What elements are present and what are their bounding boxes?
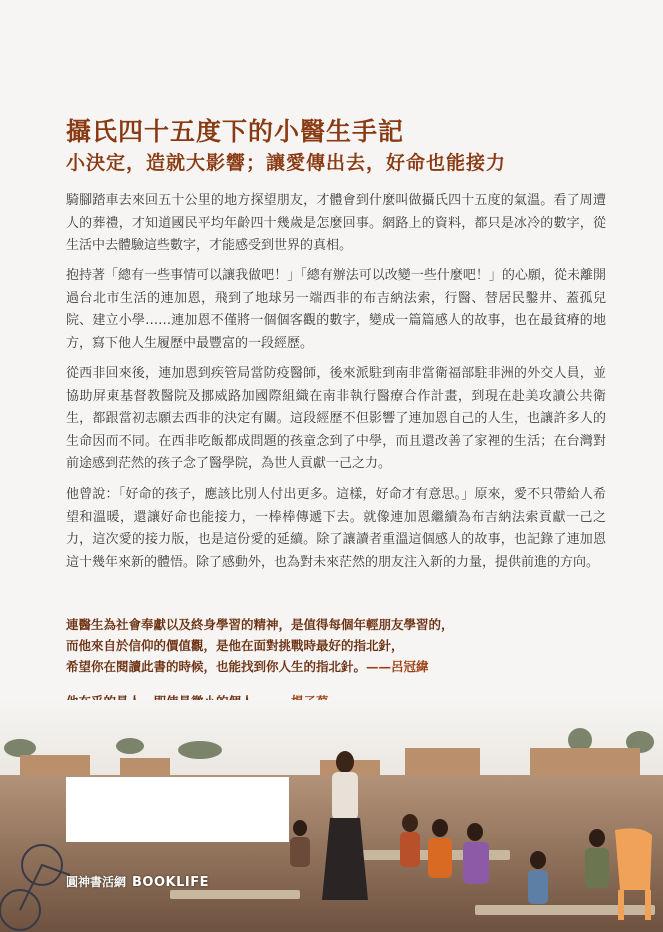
blurb-paragraph-1: 騎腳踏車去來回五十公里的地方探望朋友，才體會到什麼叫做攝氏四十五度的氣溫。看了周遭人的葬禮，才知道國民平均年齡四十幾歲是怎麼回事。網路上的資料，都只是冰冷的數字，從生活中去體驗這些數字，才能感受到世界的真相。 bbox=[66, 193, 606, 253]
quote-line-1: 連醫生為社會奉獻以及終身學習的精神，是值得每個年輕朋友學習的， bbox=[66, 617, 454, 632]
quote-line-3 bbox=[66, 656, 606, 677]
book-subtitle: 小決定，造就大影響；讓愛傳出去，好命也能接力 bbox=[66, 152, 507, 174]
blurb-paragraph-3: 從西非回來後，連加恩到疾管局當防疫醫師，後來派駐到南非當衛福部駐非洲的外交人員，並協助屏東基督教醫院及挪威路加國際組織在南非執行醫療合作計畫，到現在赴美攻讀公共衛生，都跟當初志願去西非的決定有關。這段經歷不但影響了連加恩自己的人生，也讓許多人的生命因而不同。在西非吃飯都成問題的孩童念到了中學，而且還改善了家裡的生活；在台灣對前途感到茫然的孩子念了醫學院，為世人貢獻一己之力。 bbox=[66, 366, 606, 471]
quote-line-2: 而他來自於信仰的價值觀，是他在面對挑戰時最好的指北針， bbox=[66, 638, 404, 653]
publisher-logo-zh: 圓神書活網 bbox=[66, 875, 127, 889]
publisher-logo bbox=[66, 873, 209, 890]
quote-author-1: ——呂冠緯 bbox=[366, 659, 429, 674]
quote-line-3-text: 希望你在閱讀此書的時候，也能找到你人生的指北針。 bbox=[66, 659, 367, 674]
endorsement-quote bbox=[66, 614, 606, 677]
blurb-paragraph-2: 抱持著「總有一些事情可以讓我做吧！」「總有辦法可以改變一些什麼吧！」的心願，從未離開過台北市生活的連加恩，飛到了地球另一端西非的布吉納法索，行醫、替居民鑿井、蓋孤兒院、建立小學……連加恩不僅將一個個客觀的數字，變成一篇篇感人的故事，也在最貧瘠的地方，寫下他人生履歷中最豐富的一段經歷。 bbox=[66, 268, 606, 351]
blurb-paragraph-4: 他曾說：「好命的孩子，應該比別人付出更多。這樣，好命才有意思。」原來，愛不只帶給人希望和溫暖，還讓好命也能接力，一棒棒傳遞下去。就像連加恩繼續為布吉納法索貢獻一己之力，這次愛的接力版，也是這份愛的延續。除了讓讀者重溫這個感人的故事，也記錄了連加恩這十幾年來新的體悟。除了感動外，也為對未來茫然的朋友注入新的力量，提供前進的方向。 bbox=[66, 487, 606, 570]
book-title: 攝氏四十五度下的小醫生手記 bbox=[66, 117, 405, 146]
barcode-area bbox=[66, 777, 289, 842]
publisher-logo-en: BOOKLIFE bbox=[132, 875, 209, 890]
